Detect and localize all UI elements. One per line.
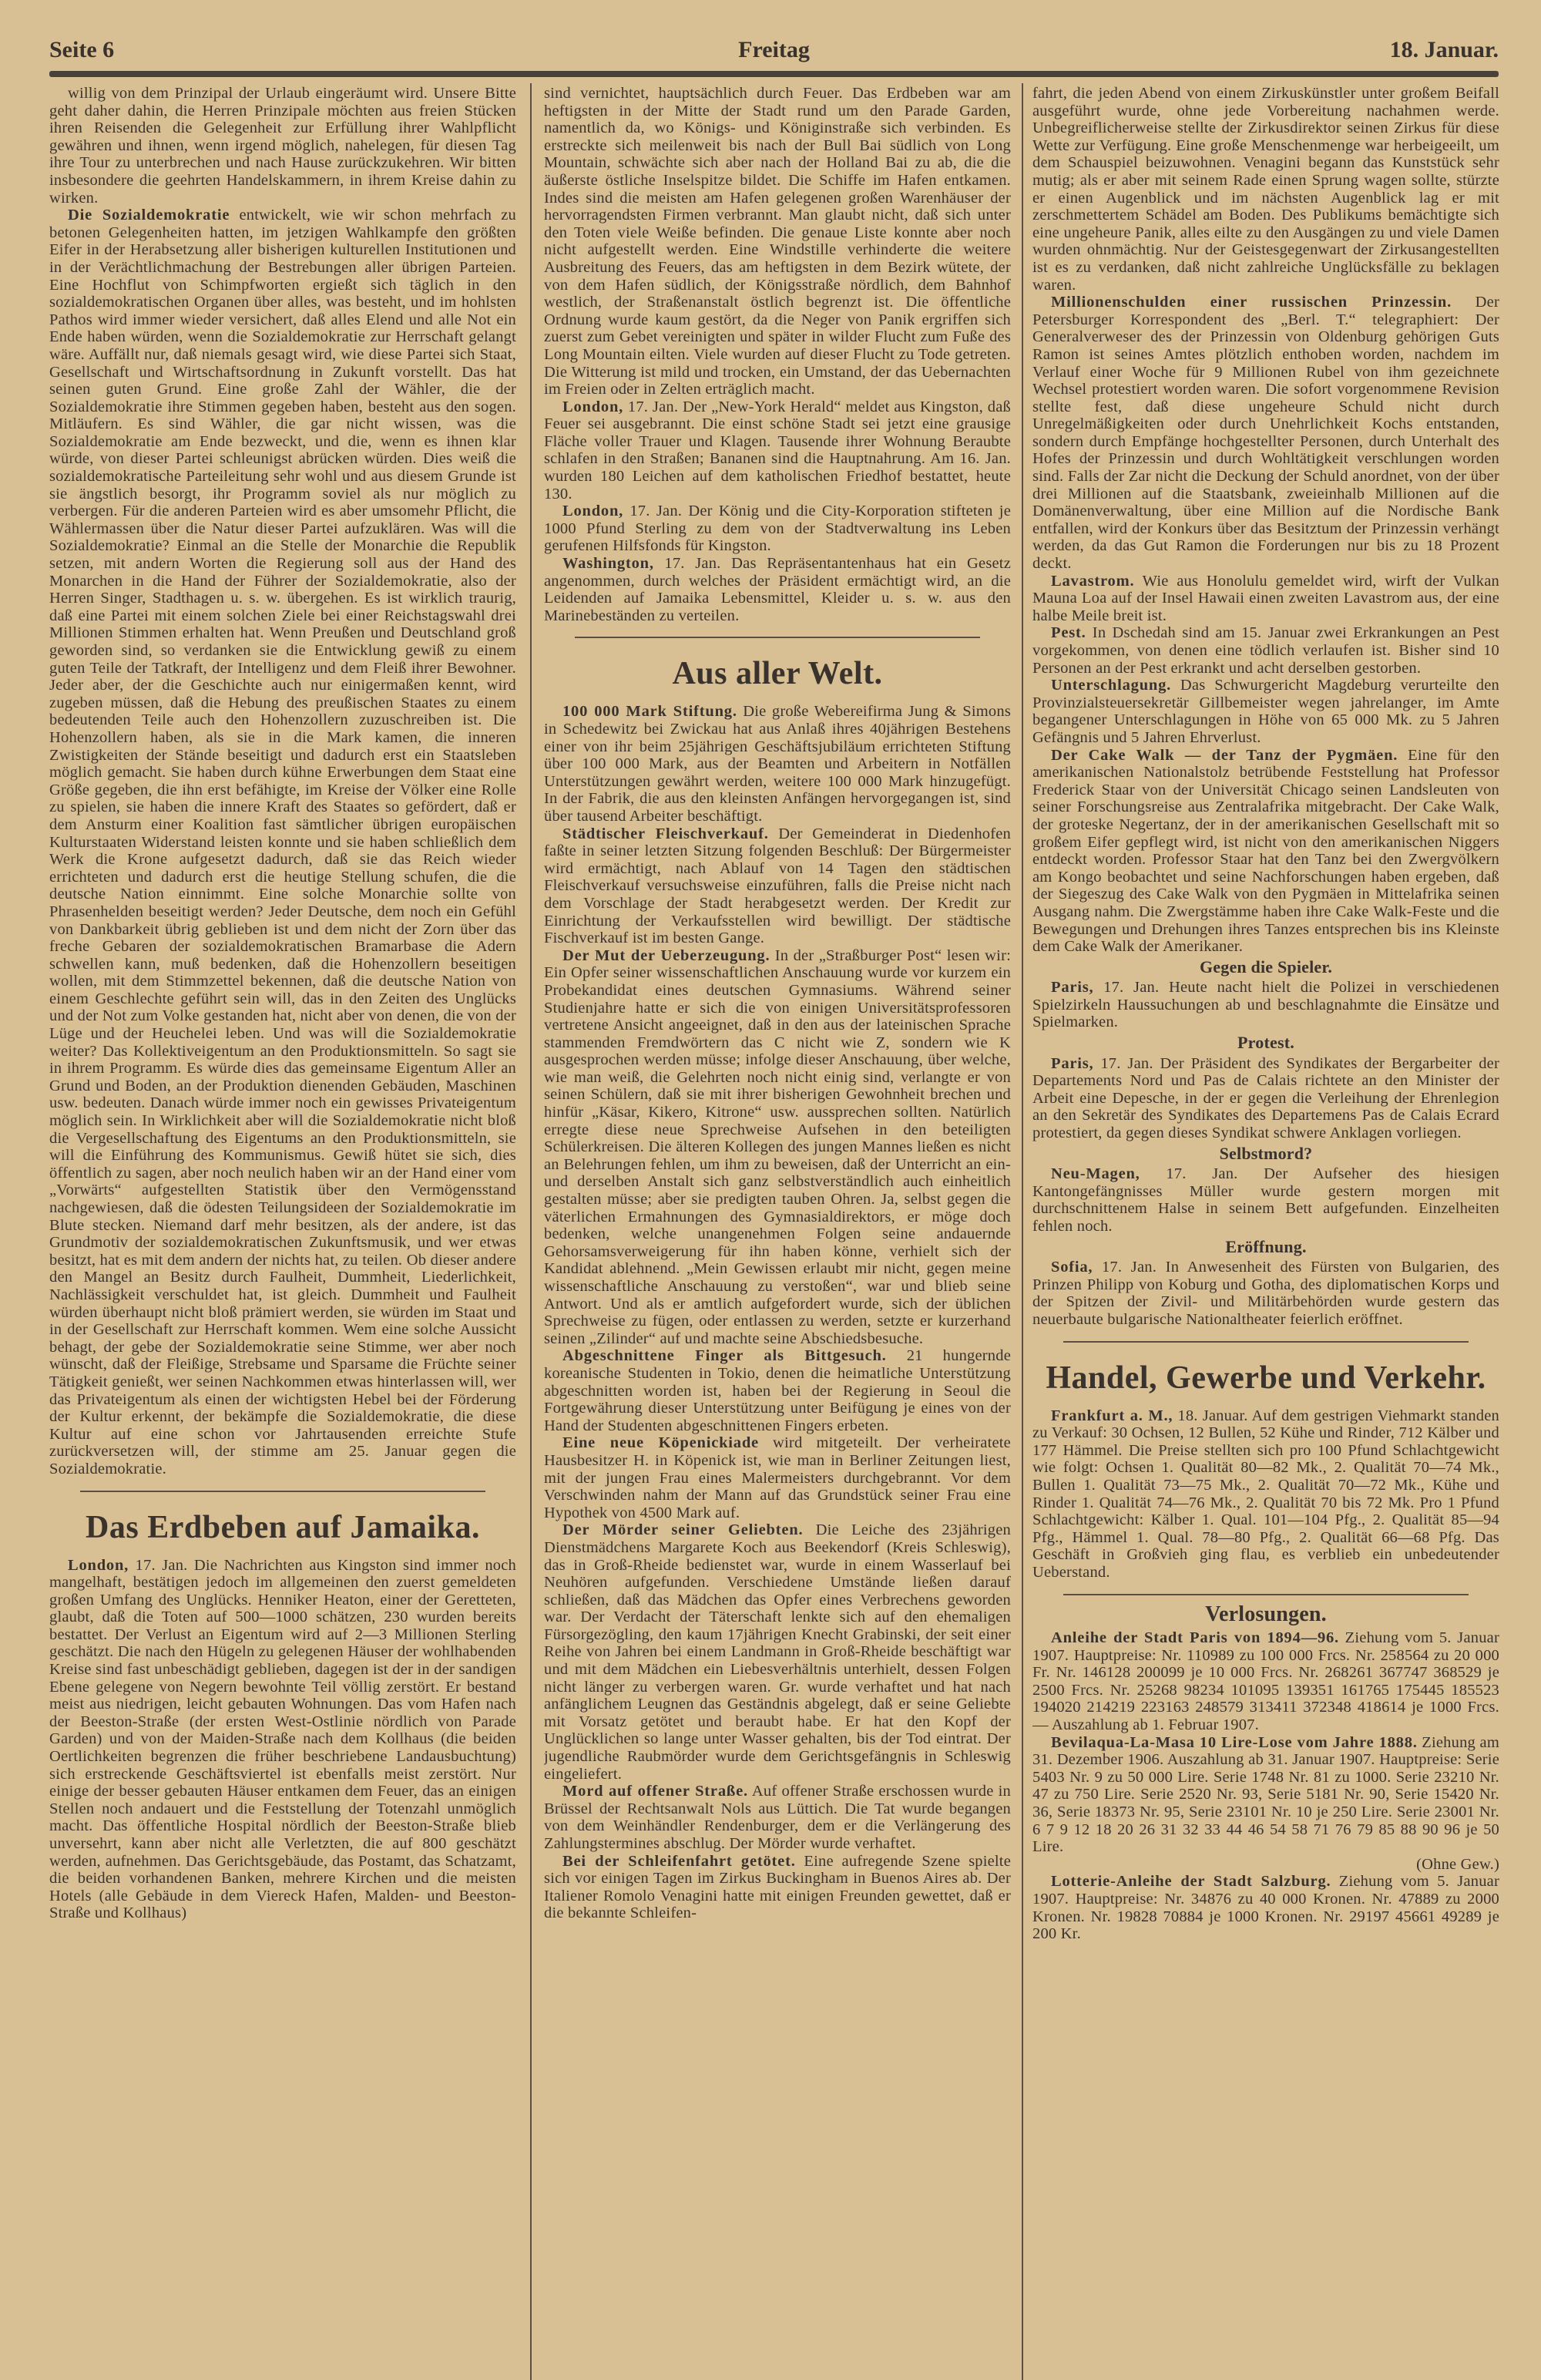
- article-text: 17. Jan. Heute nacht hielt die Polizei in verschiedenen Spielzirkeln Haussuchungen ab und beschlagnahmte die Einsätze und Spielmarken.: [1032, 979, 1499, 1031]
- article-paragraph: [1032, 979, 1499, 1031]
- article-lead: Paris,: [1051, 979, 1094, 997]
- article-text: Die große Webereifirma Jung & Simons in Schedewitz bei Zwickau hat aus Anlaß ihres 40jährigen Bestehens einer von ihr beim 25jährigen Geschäftsjubiläum errichteten Stiftung über 100 000 Mark, aus der Beamten und Arbeitern in Notfällen Unterstützungen gewährt werden, weitere 100 000 Mark hinzugefügt. In der Fabrik, die aus den kleinsten Anfängen hervorgegangen ist, sind über tausend Arbeiter beschäftigt.: [544, 703, 1011, 825]
- article-subheading: Selbstmord?: [1219, 1143, 1313, 1163]
- article-text: 17. Jan. Der „New-York Herald“ meldet aus Kingston, daß Feuer sei ausgebrannt. Die einst schöne Stadt sei jetzt eine grausige Fläche voller Trauer und Klagen. Tausende ihrer Wohnung Beraubte schlafen in den Straßen; Bananen sind die Hauptnahrung. Am 16. Jan. wurden 180 Leichen auf dem katholischen Friedhof bestattet, heute 130.: [544, 398, 1011, 503]
- section-heading: Das Erdbeben auf Jamaika.: [86, 1509, 480, 1545]
- article-lead: Pest.: [1051, 624, 1086, 642]
- section-heading: Handel, Gewerbe und Verkehr.: [1046, 1360, 1486, 1396]
- article-subheading: Gegen die Spieler.: [1199, 956, 1333, 977]
- article-text: sind vernichtet, hauptsächlich durch Feuer. Das Erdbeben war am heftigsten in der Mitte der Stadt rund um den Parade Garden, namentlich da, wo Königs- und Königinstraße sich verbinden. Es erstreckte sich meilenweit bis nach der Bull Bai südlich von Long Mountain, schwächte sich aber nach der Holland Bai zu ab, die die äußerste östliche Inselspitze bildet. Die Schiffe im Hafen entkamen. Indes sind die meisten am Hafen gelegenen großen Warenhäuser der hervorragendsten Firmen verbrannt. Man glaubt nicht, daß sich unter den Toten viele Weiße befinden. Die genaue Liste konnte aber noch nicht aufgestellt werden. Eine Windstille verhinderte die weitere Ausbreitung des Feuers, das am heftigsten in dem Bezirk wütete, der von dem Hafen südlich, der Königsstraße nördlich, dem Bahnhof westlich, der Straßenanstalt östlich begrenzt ist. Die öffentliche Ordnung wurde kaum gestört, da die Neger von Panik ergriffen sich zuerst zum Gebet vereinigten und später in wilder Flucht zum Fuße des Long Mountain eilten. Viele wurden auf dieser Flucht zu Tode getreten. Die Witterung ist mild und trocken, ein Umstand, der das Uebernachten im Freien oder in Zelten erträglich macht.: [544, 85, 1011, 398]
- article-paragraph: [1032, 294, 1499, 573]
- article-subheading: Protest.: [1237, 1033, 1294, 1053]
- article-paragraph: [1032, 1734, 1499, 1856]
- article-paragraph: [49, 1557, 516, 1922]
- article-paragraph: [544, 825, 1011, 947]
- article-text: 17. Jan. In Anwesenheit des Fürsten von Bulgarien, des Prinzen Philipp von Koburg und Gotha, des diplomatischen Korps und der Spitzen der Zivil- und Militärbehörden wurde gestern das neuerbaute bulgarische Nationaltheater feierlich eröffnet.: [1032, 1259, 1499, 1328]
- article-text: entwickelt, wie wir schon mehrfach zu betonen Gelegenheiten hatten, im jetzigen Wahlkampfe den größten Eifer in der Herabsetzung aller bisherigen kulturellen Institutionen und in der Verächtlichmachung der Bestrebungen aller übrigen Parteien. Eine Hochflut von Schimpfworten ergießt sich täglich in den sozialdemokratischen Organen über alles, was besteht, und im hohlsten Pathos wird immer wieder versichert, daß alles Elend und alle Not ein Ende haben würden, wenn die Sozialdemokratie zur Herrschaft gelangt wäre. Auffällt nur, daß niemals gesagt wird, wie diese Partei sich Staat, Gesellschaft und Wirtschaftsordnung in Zukunft vorstellt. Das hat seinen guten Grund. Eine große Zahl der Wähler, die der Sozialdemokratie ihre Stimmen gegeben haben, besteht aus den sogen. Mitläufern. Es sind Wähler, die gar nicht wissen, was die Sozialdemokratie am Ende bezweckt, und die, wenn es ihnen klar würde, von dieser Partei schleunigst abrücken würden. Dies weiß die sozialdemokratische Parteileitung sehr wohl und aus diesem Grunde ist sie ängstlich besorgt, ihr Programm soviel als nur möglich zu verbergen. Für die anderen Parteien wird es aber umsomehr Pflicht, die Wählermassen über die Natur dieser Partei aufzuklären. Was will die Sozialdemokratie? Einmal an die Stelle der Monarchie die Republik setzen, mit andern Worten die Regierung soll aus der Hand des Monarchen in die Hand der Führer der Sozialdemokratie, also der Herren Singer, Stadthagen u. s. w. übergehen. Es ist wirklich traurig, daß eine Partei mit einem solchen Ziele bei einer Reichstagswahl drei Millionen Stimmen erhalten hat. Wenn Preußen und Deutschland groß geworden sind, so verdanken sie die Entwicklung gewiß zu einem guten Teile der Tatkraft, der Intelligenz und dem Fleiß ihrer Bewohner. Jeder aber, der die Geschichte auch nur einigermaßen kennt, wird zugeben müssen, daß die Hebung des preußischen Staates zu einem bedeutenden Teile auch den Hohenzollern zuzuschreiben ist. Die Hohenzollern haben, als sie in die Mark kamen, die inneren Zwistigkeiten der Stände beseitigt und dadurch erst ein Staatsleben möglich gemacht. Sie haben durch kühne Erwerbungen dem Staat eine Größe gegeben, die ihn erst befähigte, im Kreise der Völker eine Rolle zu spielen, sie haben die innere Kraft des Staates so gefördert, daß er dem Ansturm einer Koalition fast sämtlicher übrigen europäischen Kulturstaaten Widerstand leisten konnte und sie haben schließlich dem Werk die Krone aufgesetzt dadurch, daß sie das Reich wieder errichteten und dadurch erst die heutige Stellung schufen, die die deutsche Nation einnimmt. Eine solche Monarchie sollte von Phrasenhelden beseitigt werden? Jeder Deutsche, dem noch ein Gefühl von Dankbarkeit übrig geblieben ist und dem nicht der Zorn über das freche Gebaren der sozialdemokratischen Bramarbase die Adern schwellen kann, muß bedenken, daß die Hohenzollern beseitigen wollen, mit dem Stimmzettel bekennen, daß die deutsche Nation von einem Geschlechte geführt sein will, das in den Zeiten des Unglücks und der Not zum Volke gestanden hat, nicht aber von denen, die von der Lüge und der Heuchelei leben. Und was will die Sozialdemokratie weiter? Das Kollektiveigentum an den Produktionsmitteln. So sagt sie in ihrem Programm. Es würde dies das gemeinsame Eigentum Aller an Grund und Boden, an der Produktion dienenden Gebäuden, Maschinen usw. bedeuten. Danach würde immer noch ein gewisses Privateigentum möglich sein. In Wirklichkeit aber will die Sozialdemokratie nicht bloß die Vergesellschaftung des Eigentums an den Produktionsmitteln, sie will die Einführung des Kommunismus. Gewiß hütet sie sich, dies öffentlich zu sagen, aber noch neulich haben wir an der Hand einer vom „Vorwärts“ aufgestellten Statistik über den Vermögensstand nachgewiesen, daß die ödesten Teilungsideen der Sozialdemokratie im Blute stecken. Niemand darf mehr besitzen, als der andere, ist das Grundmotiv der sozialdemokratischen Zukunftsmusik, und wer etwas besitzt, hat es mit dem andern der nichts hat, zu teilen. Ob dieser andere den Mangel an Besitz durch Faulheit, Dummheit, Liederlichkeit, Nachlässigkeit verschuldet hat, ist gleich. Dummheit und Faulheit würden überhaupt nicht bloß prämiert werden, sie würden im Staat und in der Gesellschaft zur Herrschaft kommen. Wem eine solche Aussicht behagt, der gebe der Sozialdemokratie seine Stimme, wer aber noch wünscht, daß der Fleißige, Strebsame und Sparsame die Früchte seiner Tätigkeit genießt, wer seinen Nachkommen etwas hinterlassen will, wer das Privateigentum als einen der wichtigsten Hebel bei der Förderung der Kultur erkennt, der bekämpfe die Sozialdemokratie, die diese Kultur auf eine schon vor Jahrtausenden erreichte Stufe zurückversetzen will, der stimme am 25. Januar gegen die Sozialdemokratie.: [49, 207, 516, 1477]
- article-lead: Mord auf offener Straße.: [562, 1783, 748, 1800]
- article-lead: Der Mut der Ueberzeugung.: [562, 946, 770, 964]
- article-lead: Bevilaqua-La-Masa 10 Lire-Lose vom Jahre 1888.: [1051, 1733, 1418, 1751]
- article-lead: London,: [562, 503, 624, 520]
- article-text: Das Schwurgericht Magdeburg verurteilte den Provinzialsteuersekretär Gillbemeister wegen jahrelanger, im Amte begangener Unterschlagungen in Höhe von 65 000 Mk. zu 5 Jahren Gefängnis und 5 Jahren Ehrverlust.: [1032, 677, 1499, 746]
- article-text: 17. Jan. Der Aufseher des hiesigen Kantongefängnisses Müller wurde gestern morgen mit durchschnittenem Halse in seinem Bett aufgefunden. Einzelheiten fehlen noch.: [1032, 1165, 1499, 1235]
- article-text: Wie aus Honolulu gemeldet wird, wirft der Vulkan Mauna Loa auf der Insel Hawaii einen zweiten Lavastrom aus, der eine halbe Meile breit ist.: [1032, 572, 1499, 624]
- column-1: [49, 85, 516, 2331]
- column-3: [1032, 85, 1499, 2331]
- article-lead: Millionenschulden einer russischen Prinzessin.: [1051, 294, 1452, 311]
- article-paragraph: [1032, 1873, 1499, 1942]
- article-lead: Lavastrom.: [1051, 572, 1135, 590]
- article-lead: 100 000 Mark Stiftung.: [562, 703, 737, 721]
- article-lead: Bei der Schleifenfahrt getötet.: [562, 1852, 796, 1870]
- article-text: Eine für den amerikanischen Nationalstolz betrübende Feststellung hat Professor Frederick Staar von der Universität Chicago seinen Landsleuten von seiner Forschungsreise aus Zentralafrika mitgebracht. Der Cake Walk, der groteske Negertanz, der in der amerikanischen Gesellschaft mit so großem Eifer gepflegt wird, ist nicht von den amerikanischen Niggers entdeckt worden. Professor Staar hat den Tanz bei den Zwergvölkern am Kongo beobachtet und seine Nachforschungen haben ergeben, daß der Siegeszug des Cake Walk von den Pygmäen in Mittelafrika seinen Ausgang nahm. Die Zwergstämme haben ihre Cake Walk-Feste und die Bewegungen und Drehungen ihres Tanzes entsprechen bis ins Kleinste dem Cake Walk der Amerikaner.: [1032, 746, 1499, 956]
- section-separator: [575, 637, 980, 638]
- article-paragraph: [544, 1347, 1011, 1434]
- article-paragraph: [1032, 1629, 1499, 1734]
- article-paragraph: [544, 398, 1011, 503]
- section-separator: [1063, 1341, 1469, 1343]
- article-text: 17. Jan. Das Repräsentantenhaus hat ein Gesetz angenommen, durch welches der Präsident ermächtigt wird, an die Leidenden auf Jamaika Lebensmittel, Kleider u. s. w. aus den Marinebeständen zu verteilen.: [544, 555, 1011, 624]
- article-text: Der Gemeinderat in Diedenhofen faßte in seiner letzten Sitzung folgenden Beschluß: Der Bürgermeister wird ermächtigt, nach Ablauf von 14 Tagen den städtischen Fleischverkauf versuchsweise einzuführen, falls die Preise nicht nach dem Vorschlage der Stadt herabgesetzt werden. Der Kredit zur Einrichtung der Verkaufsstellen wird bewilligt. Der städtische Fischverkauf ist im besten Gange.: [544, 825, 1011, 947]
- article-lead: Der Cake Walk — der Tanz der Pygmäen.: [1051, 746, 1398, 764]
- article-lead: Paris,: [1051, 1054, 1094, 1072]
- article-paragraph: [1032, 624, 1499, 677]
- article-paragraph: [49, 85, 516, 207]
- masthead-rule: [49, 71, 1499, 77]
- column-2: [544, 85, 1011, 2331]
- article-lead: Eine neue Köpenickiade: [562, 1434, 759, 1452]
- article-text: Der Petersburger Korrespondent des „Berl. T.“ telegraphiert: Der Generalverweser des der Prinzessin von Oldenburg gehörigen Guts Ramon ist seines Amtes plötzlich enthoben worden, nachdem im Verlauf einer Woche für 9 Millionen Rubel von ihm gezeichnete Wechsel protestiert worden waren. Die sofort vorgenommene Revision stellte fest, daß diese ungeheure Schuld nicht durch Unregelmäßigkeiten oder durch Unehrlichkeit Kochs entstanden, sondern durch Empfänge hochgestellter Personen, durch Unterhalt des Hofes der Prinzessin und durch Wohltätigkeit verschlungen worden sind. Falls der Zar nicht die Deckung der Schuld anordnet, von der über drei Millionen auf die Staatsbank, zweieinhalb Millionen auf die Domänenverwaltung, über eine Million auf die Nordische Bank entfallen, wird der Konkurs über das Besitztum der Prinzessin verhängt werden, da das Gut Ramon die Forderungen nur bis zu 18 Prozent deckt.: [1032, 294, 1499, 573]
- article-paragraph: [544, 1434, 1011, 1521]
- article-text: In Dschedah sind am 15. Januar zwei Erkrankungen an Pest vorgekommen, von denen eine tödlich verlaufen ist. Bisher sind 10 Personen an der Pest erkrankt und acht derselben gestorben.: [1032, 624, 1499, 677]
- article-paragraph: [1032, 677, 1499, 746]
- article-paragraph: [544, 85, 1011, 398]
- article-text: 17. Jan. Der König und die City-Korporation stifteten je 1000 Pfund Sterling zu dem von der Stadtverwaltung ins Leben gerufenen Hilfsfonds für Kingston.: [544, 503, 1011, 555]
- column-divider: [530, 83, 532, 2380]
- article-text: In der „Straßburger Post“ lesen wir: Ein Opfer seiner wissenschaftlichen Anschauung wurde vor kurzem ein Probekandidat eines deutschen Gymnasiums. Während seiner Studienjahre hatte er sich die von einigen Universitätsprofessoren vertretene Ansicht angeeignet, daß in den aus der lateinischen Sprache stammenden Fremdwörtern das C nicht wie Z, sondern wie K ausgesprochen werden müsse; infolge dieser Anschauung, über welche, wie man weiß, die Gelehrten noch nicht einig sind, verlangte er von seinen Schülern, daß sie mit ihrer bisherigen Gewohnheit brechen und hinfür „Käsar, Kikero, Kitrone“ usw. aussprechen sollten. Natürlich erregte diese neue Sprechweise Aufsehen in den beteiligten Schülerkreisen. Die älteren Kollegen des jungen Mannes ließen es nicht an Belehrungen fehlen, um ihm zu beweisen, daß der Unterricht an ein- und derselben Anstalt sich ganz selbstverständlich auch einheitlich gestalten müsse; aber sie predigten tauben Ohren. Ja, selbst gegen die väterlichen Ermahnungen des Gymnasialdirektors, er möge doch bedenken, welche unangenehmen Folgen seine andauernde Gehorsamsverweigerung für ihn haben könne, verhielt sich der Kandidat ablehnend. „Mein Gewissen erlaubt mir nicht, gegen meine wissenschaftliche Anschauung zu verstoßen“, war und blieb seine Antwort. Und als er amtlich aufgefordert wurde, sich der üblichen Sprechweise zu fügen, oder entlassen zu werden, setzte er kurzerhand seinen „Zilinder“ auf und machte seine Abschiedsbesuche.: [544, 946, 1011, 1347]
- article-paragraph: [1032, 1259, 1499, 1328]
- section-heading: Aus aller Welt.: [672, 656, 883, 692]
- article-lead: London,: [562, 398, 624, 415]
- article-text: willig von dem Prinzipal der Urlaub eingeräumt wird. Unsere Bitte geht daher dahin, die Herren Prinzipale möchten aus freien Stücken ihren Reisenden die Gelegenheit zur Erfüllung ihrer Wahlpflicht gewähren und ihnen, wenn irgend möglich, nahelegen, für diesen Tag ihre Tour zu unterbrechen und nach Hause zurückzukehren. Wir bitten insbesondere die geehrten Handelskammern, in ihrem Kreise dahin zu wirken.: [49, 85, 516, 207]
- section-separator: [1063, 1594, 1469, 1595]
- article-text: Ziehung vom 5. Januar 1907. Hauptpreise: Nr. 110989 zu 100 000 Frcs. Nr. 258564 zu 20 000 Fr. Nr. 146128 200099 je 10 000 Frcs. Nr. 268261 367747 368529 je 2500 Frcs. Nr. 25268 98234 101095 139351 161765 175445 185523 194020 214219 223163 248579 313411 372348 418614 je 1000 Frcs. — Auszahlung ab 1. Februar 1907.: [1032, 1629, 1499, 1734]
- article-text: Die Leiche des 23jährigen Dienstmädchens Margarete Koch aus Beekendorf (Kreis Schleswig), das in Groß-Rheide bedienstet war, wurde in einem Wasserlauf bei Neuhören aufgefunden. Verschiedene Umstände ließen darauf schließen, daß das Mädchen das Opfer eines Verbrechens geworden war. Der Verdacht der Täterschaft lenkte sich auf den ehemaligen Fürsorgezögling, den kaum 17jährigen Knecht Grabinski, der seit einer Reihe von Jahren bei einem Landmann in Groß-Rheide beschäftigt war und mit dem Mädchen ein Liebesverhältnis unterhielt, dessen Folgen nicht länger zu verbergen waren. Gr. wurde verhaftet und hat nach anfänglichem Leugnen das Geständnis abgelegt, daß er seine Geliebte mit Vorsatz getötet und beraubt habe. Er hat den Kopf der Unglücklichen so lange unter Wasser gehalten, bis der Tod eintrat. Der jugendliche Raubmörder wurde dem Gerichtsgefängnis in Schleswig eingeliefert.: [544, 1521, 1011, 1783]
- article-lead: London,: [68, 1556, 129, 1574]
- article-text: 17. Jan. Der Präsident des Syndikates der Bergarbeiter der Departements Nord und Pas de Calais richtete an den Minister der Arbeit eine Depesche, in der er gegen die Verleihung der Ehrenlegion an den Sekretär des Syndikates des Departemens Pas de Calais Ecrard protestiert, da gegen dieses Syndikat schwere Anklagen vorliegen.: [1032, 1054, 1499, 1142]
- article-paragraph: [1032, 1165, 1499, 1235]
- note: (Ohne Gew.): [1416, 1855, 1499, 1873]
- article-text: wird mitgeteilt. Der verheiratete Hausbesitzer H. in Köpenick ist, wie man in Berliner Zeitungen liest, mit der jungen Frau eines Malermeisters durchgebrannt. Vor dem Verschwinden nahm der Mann auf das Grundstück seiner Frau eine Hypothek von 4500 Mark auf.: [544, 1434, 1011, 1521]
- article-text: Auf offener Straße erschossen wurde in Brüssel der Rechtsanwalt Nols aus Lüttich. Die Tat wurde begangen von dem Weinhändler Rendenburger, dem er die Verlängerung des Zahlungstermines abschlug. Der Mörder wurde verhaftet.: [544, 1783, 1011, 1852]
- article-paragraph: [544, 947, 1011, 1348]
- masthead: [49, 37, 1499, 68]
- article-text: Ziehung vom 5. Januar 1907. Hauptpreise: Nr. 34876 zu 40 000 Kronen. Nr. 47889 zu 2000 Kronen. Nr. 19828 70884 je 1000 Kronen. Nr. 29197 45661 49289 je 200 Kr.: [1032, 1873, 1499, 1943]
- article-lead: Sofia,: [1051, 1259, 1093, 1276]
- article-lead: Abgeschnittene Finger als Bittgesuch.: [562, 1347, 887, 1365]
- article-subheading: Eröffnung.: [1225, 1236, 1307, 1256]
- article-lead: Neu-Magen,: [1051, 1165, 1140, 1183]
- article-paragraph: [544, 555, 1011, 624]
- article-paragraph: [1032, 747, 1499, 956]
- article-lead: Der Mörder seiner Geliebten.: [562, 1521, 804, 1539]
- section-heading: Verlosungen.: [1205, 1602, 1327, 1626]
- article-paragraph: [544, 503, 1011, 555]
- article-text: Eine aufregende Szene spielte sich vor einigen Tagen im Zirkus Buckingham in Buenos Aires ab. Der Italiener Romolo Venagini hatte mit einigen Freunden gewettet, daß er die bekannte Schleifen-: [544, 1852, 1011, 1922]
- article-text: Ziehung am 31. Dezember 1906. Auszahlung ab 31. Januar 1907. Hauptpreise: Serie 5403 Nr. 9 zu 50 000 Lire. Serie 1748 Nr. 81 zu 1000. Serie 23210 Nr. 47 zu 750 Lire. Serie 2520 Nr. 93, Serie 5181 Nr. 90, Serie 15420 Nr. 36, Serie 18373 Nr. 95, Serie 23101 Nr. 10 je 250 Lire. Serie 23001 Nr. 6 7 9 12 18 20 26 31 32 33 44 46 54 58 71 76 79 85 88 90 96 je 50 Lire.: [1032, 1733, 1499, 1856]
- article-paragraph: [544, 1853, 1011, 1922]
- article-lead: Washington,: [562, 555, 654, 573]
- article-lead: Städtischer Fleischverkauf.: [562, 825, 769, 842]
- weekday: Freitag: [738, 37, 810, 62]
- article-text: 17. Jan. Die Nachrichten aus Kingston sind immer noch mangelhaft, bestätigen jedoch im allgemeinen den zuerst gemeldeten großen Umfang des Unglücks. Henniker Heaton, einer der Geretteten, glaubt, daß die Toten auf 500—1000 schätzen, 230 wurden bereits bestattet. Der Verlust an Eigentum wird auf 2—3 Millionen Sterling geschätzt. Die nach den Hügeln zu gelegenen Häuser der wohlhabenden Kreise sind fast unbeschädigt geblieben, dagegen ist der in der sandigen Ebene gelegene von Negern bewohnte Teil völlig zerstört. Er bestand meist aus niedrigen, leicht gebauten Wohnungen. Das vom Hafen nach der Beeston-Straße (der ersten West-Ostlinie nördlich von Parade Garden) und von der Maiden-Straße nach dem Kollhaus (die beiden Oertlichkeiten begrenzen die früher beschriebene Landausbuchtung) sich erstreckende Geschäftsviertel ist ebenfalls meist zerstört. Nur einige der besser gebauten Häuser entkamen dem Feuer, das an einigen Stellen noch andauert und die Feststellung der Totenzahl unmöglich macht. Das öffentliche Hospital nördlich der Beeston-Straße blieb unversehrt, kann aber nicht alle Verletzten, die auf 800 geschätzt werden, aufnehmen. Das Gerichtsgebäude, das Postamt, das Schatzamt, die beiden vorhandenen Banken, mehrere Kirchen und die meisten Hotels (alle Gebäude in dem Viereck Hafen, Malden- und Beeston-Straße und Kollhaus): [49, 1556, 516, 1922]
- article-paragraph: [544, 1783, 1011, 1852]
- article-paragraph: [544, 703, 1011, 825]
- article-paragraph: [1032, 1407, 1499, 1582]
- article-paragraph: [1032, 1055, 1499, 1142]
- section-separator: [80, 1491, 485, 1492]
- article-text: fahrt, die jeden Abend von einem Zirkuskünstler unter großem Beifall ausgeführt wurde, ohne jede Vorbereitung nachahmen werde. Unbegreiflicherweise stellte der Zirkusdirektor seinen Zirkus für diese Wette zur Verfügung. Eine große Menschenmenge war herbeigeeilt, um dem Schauspiel beizuwohnen. Venagini begann das Kunststück sehr mutig; als er aber mit seinem Rade einen Sprung wagen sollte, stürzte er einen Augenblick und im nächsten Augenblick lag er mit zerschmettertem Schädel am Boden. Des Publikums bemächtigte sich eine ungeheure Panik, alles eilte zu den Ausgängen zu und viele Damen wurden ohnmächtig. Nur der Geistesgegenwart der Zirkusangestellten ist es zu verdanken, daß nicht zahlreiche Unglücksfälle zu beklagen waren.: [1032, 85, 1499, 294]
- article-lead: Unterschlagung.: [1051, 677, 1172, 694]
- page-number: Seite 6: [49, 37, 115, 62]
- article-text: 21 hungernde koreanische Studenten in Tokio, denen die heimatliche Unterstützung abgeschnitten worden ist, haben bei der Regierung in Seoul die Fortgewährung dieser Unterstützung unter Beifügung je eines von der Hand der Studenten abgeschnittenen Fingers erbeten.: [544, 1347, 1011, 1434]
- article-lead: Anleihe der Stadt Paris von 1894—96.: [1051, 1629, 1339, 1647]
- article-paragraph: [544, 1521, 1011, 1783]
- article-text: 18. Januar. Auf dem gestrigen Viehmarkt standen zu Verkauf: 30 Ochsen, 12 Bullen, 52 Kühe und Rinder, 712 Kälber und 177 Hämmel. Die Preise stellten sich pro 100 Pfund Schlachtgewicht wie folgt: Ochsen 1. Qualität 80—82 Mk., 2. Qualität 70—74 Mk., Bullen 1. Qualität 73—75 Mk., 2. Qualität 70—72 Mk., Kühe und Rinder 1. Qualität 74—76 Mk., 2. Qualität 70 bis 72 Mk. Pro 1 Pfund Schlachtgewicht: Kälber 1. Qual. 101—104 Pfg., 2. Qualität 85—94 Pfg., Hämmel 1. Qual. 78—80 Pfg., 2. Qualität 66—68 Pfg. Das Geschäft in Großvieh ging flau, es verblieb ein unbedeutender Ueberstand.: [1032, 1407, 1499, 1581]
- article-paragraph: [1032, 85, 1499, 294]
- article-lead: Frankfurt a. M.,: [1051, 1407, 1173, 1424]
- article-paragraph: [49, 207, 516, 1477]
- article-paragraph: [1032, 573, 1499, 625]
- article-lead: Die Sozialdemokratie: [68, 207, 230, 224]
- issue-date: 18. Januar.: [1389, 37, 1499, 62]
- article-lead: Lotterie-Anleihe der Stadt Salzburg.: [1051, 1873, 1331, 1891]
- column-divider: [1022, 83, 1023, 2380]
